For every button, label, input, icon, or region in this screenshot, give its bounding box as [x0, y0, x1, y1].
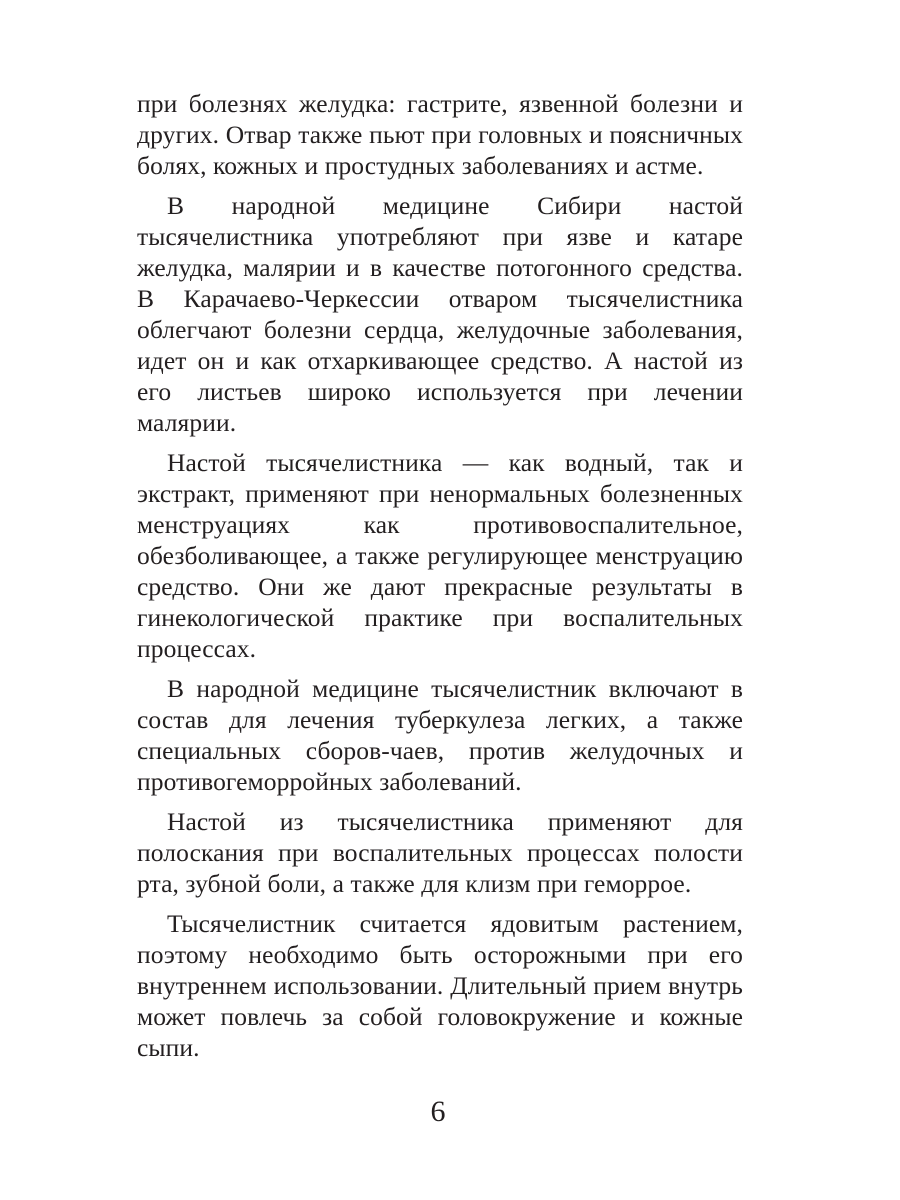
paragraph-1: при болезнях желудка: гастрите, язвенной болезни и других. Отвар также пьют при головных и поясничных болях, кожных и простудных заболеваниях и астме. [137, 89, 743, 180]
paragraph-4: В народной медицине тысячелистник включают в состав для лечения туберкулеза легких, а также специальных сборов-чаев, против желудочных и противогеморройных заболеваний. [137, 674, 743, 796]
paragraph-6: Тысячелистник считается ядовитым растением, поэтому необходимо быть осторожными при его внутреннем использовании. Длительный прием внутрь может повлечь за собой головокружение и кожные сыпи. [137, 909, 743, 1062]
body-text [137, 88, 743, 1072]
page-number: 6 [430, 1095, 446, 1128]
paragraph-3: Настой тысячелистника — как водный, так и экстракт, применяют при ненормальных болезненных менструациях как противовоспалительное, обезболивающее, а также регулирующее менструацию средство. Они же дают прекрасные результаты в гинекологической практике при воспалительных процессах. [137, 448, 743, 663]
paragraph-2: В народной медицине Сибири настой тысячелистника употребляют при язве и катаре желудка, малярии и в качестве потогонного средства. В Карачаево-Черкессии отваром тысячелистника облегчают болезни сердца, желудочные заболевания, идет он и как отхаркивающее средство. А настой из его листьев широко используется при лечении малярии. [137, 191, 743, 437]
paragraph-5: Настой из тысячелистника применяют для полоскания при воспалительных процессах полости рта, зубной боли, а также для клизм при геморрое. [137, 807, 743, 898]
